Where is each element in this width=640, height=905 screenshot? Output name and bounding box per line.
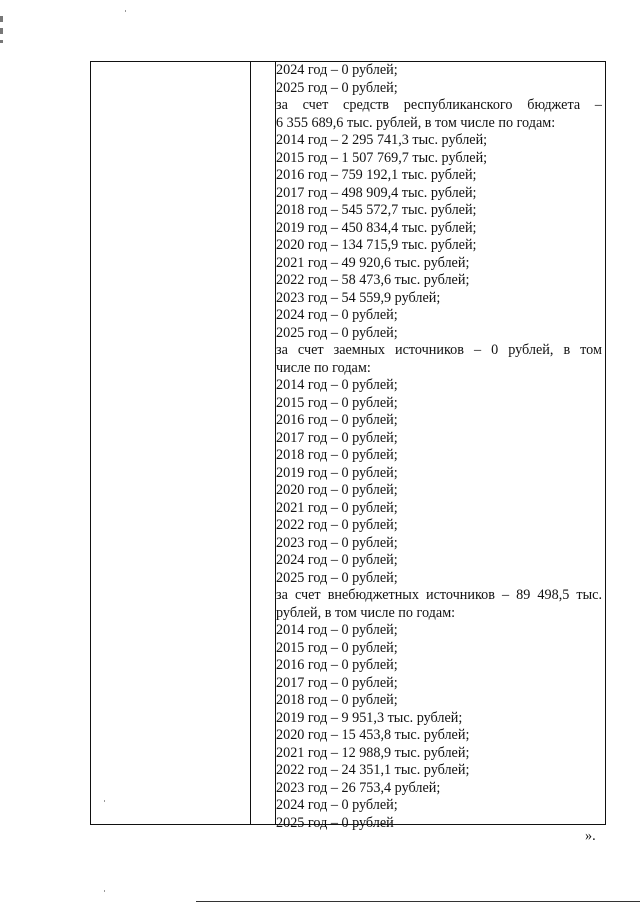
scan-margin-mark — [0, 16, 3, 22]
text-line: 2022 год – 24 351,1 тыс. рублей; — [276, 762, 470, 778]
text-line: 2017 год – 498 909,4 тыс. рублей; — [276, 184, 477, 201]
text-line: за счет внебюджетных источников – 89 498,5 тыс. — [276, 587, 602, 603]
text-line: 2017 год – 0 рублей; — [276, 429, 398, 446]
text-line: 2018 год – 545 572,7 тыс. рублей; — [276, 202, 477, 218]
text-line: 2014 год – 0 рублей; — [276, 377, 398, 393]
text-line: 2018 год – 0 рублей; — [276, 447, 398, 463]
scan-margin-mark — [0, 40, 3, 43]
text-line: 2015 год – 1 507 769,7 тыс. рублей; — [276, 149, 488, 166]
text-line: 2025 год – 0 рублей; — [276, 569, 398, 586]
text-line: 2020 год – 0 рублей; — [276, 482, 398, 498]
text-line: 2024 год – 0 рублей; — [276, 552, 398, 568]
text-line: 2015 год – 0 рублей; — [276, 394, 398, 411]
text-line: 2019 год – 450 834,4 тыс. рублей; — [276, 219, 477, 236]
text-line: 2022 год – 0 рублей; — [276, 517, 398, 533]
text-line: 2022 год – 58 473,6 тыс. рублей; — [276, 272, 470, 288]
closing-quote: ». — [585, 828, 596, 844]
text-line: 2024 год – 0 рублей; — [276, 62, 398, 78]
text-line: 2021 год – 49 920,6 тыс. рублей; — [276, 254, 470, 271]
text-line: 2019 год – 9 951,3 тыс. рублей; — [276, 709, 463, 726]
text-line: 2015 год – 0 рублей; — [276, 639, 398, 656]
text-line: 2020 год – 15 453,8 тыс. рублей; — [276, 727, 470, 743]
text-line: 2014 год – 2 295 741,3 тыс. рублей; — [276, 132, 488, 148]
text-line: 2024 год – 0 рублей; — [276, 307, 398, 323]
text-line: 2023 год – 26 753,4 рублей; — [276, 779, 441, 796]
text-line: 2014 год – 0 рублей; — [276, 622, 398, 638]
text-line: за счет средств республиканского бюджета – — [276, 97, 602, 113]
text-line: 2023 год – 0 рублей; — [276, 534, 398, 551]
text-line: рублей, в том числе по годам: — [276, 604, 456, 621]
text-line: 2021 год – 0 рублей; — [276, 499, 398, 516]
text-line: 2016 год – 0 рублей; — [276, 657, 398, 673]
table-column-divider — [250, 62, 251, 824]
page-bottom-rule — [196, 901, 640, 902]
text-line: 2017 год – 0 рублей; — [276, 674, 398, 691]
text-line: 2018 год – 0 рублей; — [276, 692, 398, 708]
text-line: числе по годам: — [276, 359, 371, 376]
funding-text-cell — [276, 62, 602, 832]
text-line: 2019 год – 0 рублей; — [276, 464, 398, 481]
text-line: 2020 год – 134 715,9 тыс. рублей; — [276, 237, 477, 253]
text-line: 2016 год – 0 рублей; — [276, 412, 398, 428]
scan-speck — [125, 10, 126, 12]
text-line: 6 355 689,6 тыс. рублей, в том числе по годам: — [276, 114, 556, 131]
text-line: 2025 год – 0 рублей; — [276, 324, 398, 341]
text-line: 2024 год – 0 рублей; — [276, 797, 398, 813]
text-line: 2021 год – 12 988,9 тыс. рублей; — [276, 744, 470, 761]
scan-speck — [104, 890, 105, 892]
text-line: 2023 год – 54 559,9 рублей; — [276, 289, 441, 306]
scan-margin-mark — [0, 28, 3, 34]
text-line: за счет заемных источников – 0 рублей, в том — [276, 342, 602, 358]
text-line: 2016 год – 759 192,1 тыс. рублей; — [276, 167, 477, 183]
text-line: 2025 год – 0 рублей — [276, 814, 394, 831]
text-line: 2025 год – 0 рублей; — [276, 79, 398, 96]
